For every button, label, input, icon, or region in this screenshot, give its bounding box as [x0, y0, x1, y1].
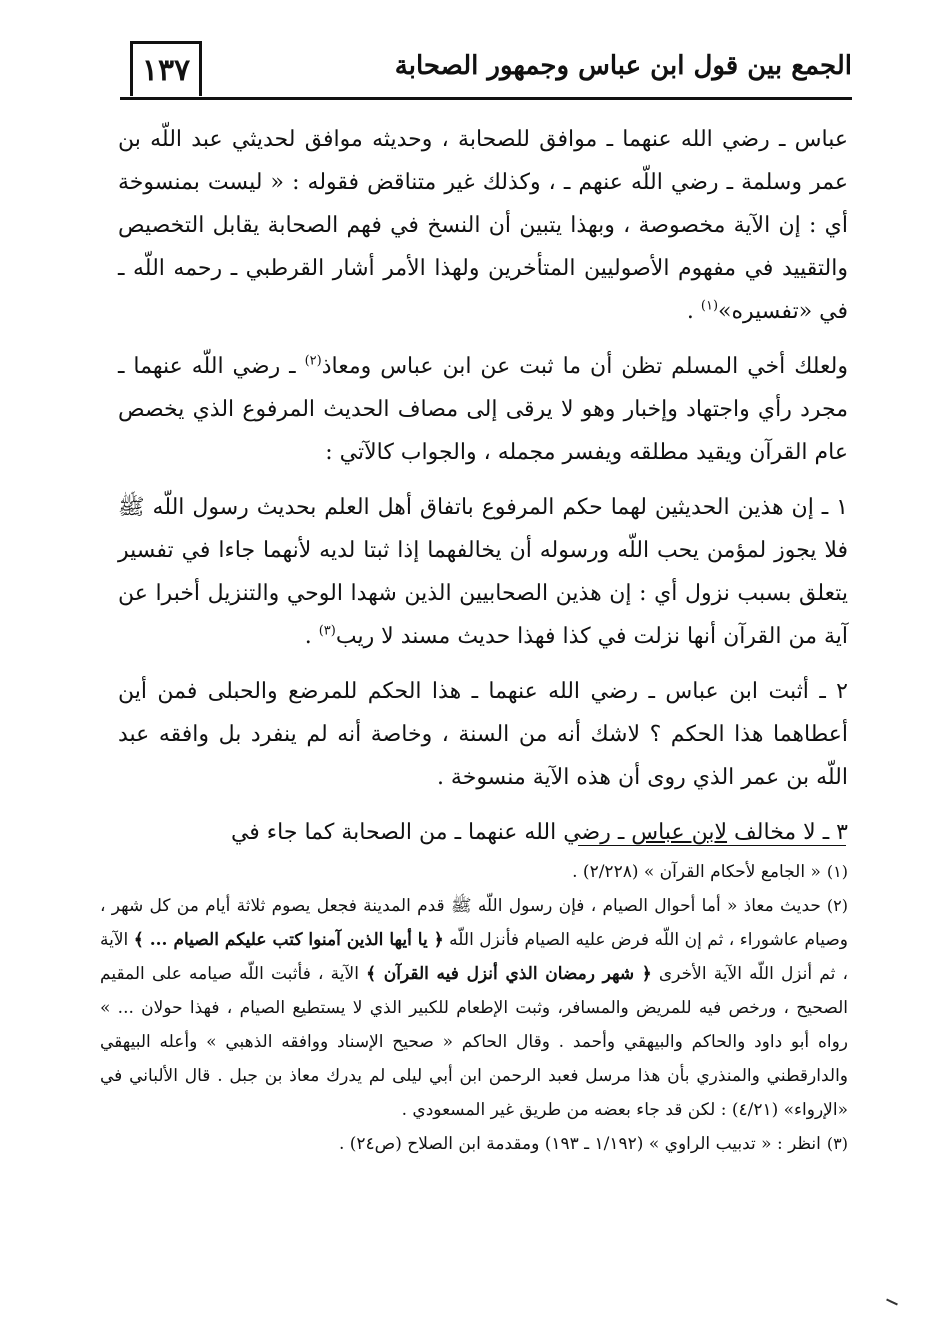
quran-quote-2: ﴿ شهر رمضان الذي أنزل فيه القرآن ﴾ — [366, 964, 652, 984]
footnote-ref-2: (٢) — [304, 353, 322, 369]
scan-speck — [886, 1299, 898, 1306]
paragraph-5: ٣ ـ لا مخالف لابن عباس ـ رضي الله عنهما ـ من الصحابة كما جاء في — [230, 820, 848, 845]
footnote-1: (١)« الجامع لأحكام القرآن » (٢/٢٢٨) . — [572, 862, 848, 882]
footnote-mark: (٣) — [826, 1134, 848, 1153]
page-header — [120, 35, 852, 100]
main-text — [118, 118, 848, 866]
footnote-ref-3: (٣) — [318, 623, 336, 639]
footnote-ref-1: (١) — [700, 298, 719, 314]
running-title: الجمع بين قول ابن عباس وجمهور الصحابة — [394, 51, 852, 81]
footnote-2: (٢)حديث معاذ « أما أحوال الصيام ، فإن رسول اللّه ﷺ قدم المدينة فجعل يصوم ثلاثة أيام من كل شهر ، وصيام عاشوراء ، ثم إن اللّه فرض عليه الصيام فأنزل اللّه ﴿ يا أيها الذين آمنوا كتب عليكم الصيام ... ﴾ الآية ، ثم أنزل اللّه الآية الأخرى ﴿ شهر رمضان الذي أنزل فيه القرآن ﴾ الآية ، فأثبت اللّه صيامه على المقيم الصحيح ، ورخص فيه للمريض والمسافر، وثبت الإطعام للكبير الذي لا يستطيع الصيام ، فهذا حولان ... » رواه أبو داود والحاكم والبيهقي وأحمد . وقال الحاكم « صحيح الإسناد ووافقه الذهبي » وأعله البيهقي والدارقطني والمنذري بأن هذا مرسل فعبد الرحمن ابن أبي ليلى لم يدرك معاذ بن جبل . قال الألباني في «الإرواء» (٤/٢١) : لكن قد جاء بعضه من طريق غير المسعودي . — [100, 896, 849, 1120]
page-number: ١٣٧ — [130, 41, 202, 96]
paragraph-2: ولعلك أخي المسلم تظن أن ما ثبت عن ابن عباس ومعاذ$^{(٢)}$ ـ رضي اللّه عنهما ـ مجرد رأي واجتهاد وإخبار وهو لا يرقى إلى مصاف الحديث المرفوع الذي يخصص عام القرآن ويقيد مطلقه ويفسر مجمله ، والجواب كالآتي : — [118, 353, 848, 465]
footnotes — [100, 855, 848, 1161]
footnote-mark: (١) — [826, 862, 848, 881]
paragraph-1: عباس ـ رضي الله عنهما ـ موافق للصحابة ، وحديثه موافق لحديثي عبد اللّه بن عمر وسلمة ـ رضي اللّه عنهم ـ ، وكذلك غير متناقض فقوله : « ليست بمنسوخة أي : إن الآية مخصوصة ، وبهذا يتبين أن النسخ في فهم الصحابة يقابل التخصيص والتقييد في مفهوم الأصوليين المتأخرين ولهذا الأمر أشار القرطبي ـ رحمه اللّه ـ في «تفسيره»$^{(١)}$ . — [118, 127, 848, 324]
quran-quote-1: ﴿ يا أيها الذين آمنوا كتب عليكم الصيام ... ﴾ — [133, 930, 444, 950]
footnote-mark: (٢) — [826, 896, 848, 915]
underlined-phrase: لابن عباس — [631, 820, 728, 845]
footnote-3: (٣)انظر : « تدبيب الراوي » (١/١٩٢ ـ ١٩٣) ومقدمة ابن الصلاح (ص٢٤) . — [338, 1134, 848, 1154]
paragraph-4: ٢ ـ أثبت ابن عباس ـ رضي الله عنهما ـ هذا الحكم للمرضع والحبلى فمن أين أعطاهما هذا الحكم ؟ لاشك أنه من السنة ، وخاصة أنه لم ينفرد بل وافقه عبد اللّه بن عمر الذي روى أن هذه الآية منسوخة . — [118, 679, 848, 790]
paragraph-3: ١ ـ إن هذين الحديثين لهما حكم المرفوع باتفاق أهل العلم بحديث رسول اللّه ﷺ فلا يجوز لمؤمن يحب اللّه ورسوله أن يخالفهما إذا ثبتا لديه لأنهما جاءا في تفسير يتعلق بسبب نزول أي : إن هذين الصحابيين الذين شهدا الوحي والتنزيل أخبرا عن آية من القرآن أنها نزلت في كذا فهذا حديث مسند لا ريب$^{(٣)}$ . — [118, 495, 848, 649]
footnote-separator — [578, 845, 846, 846]
